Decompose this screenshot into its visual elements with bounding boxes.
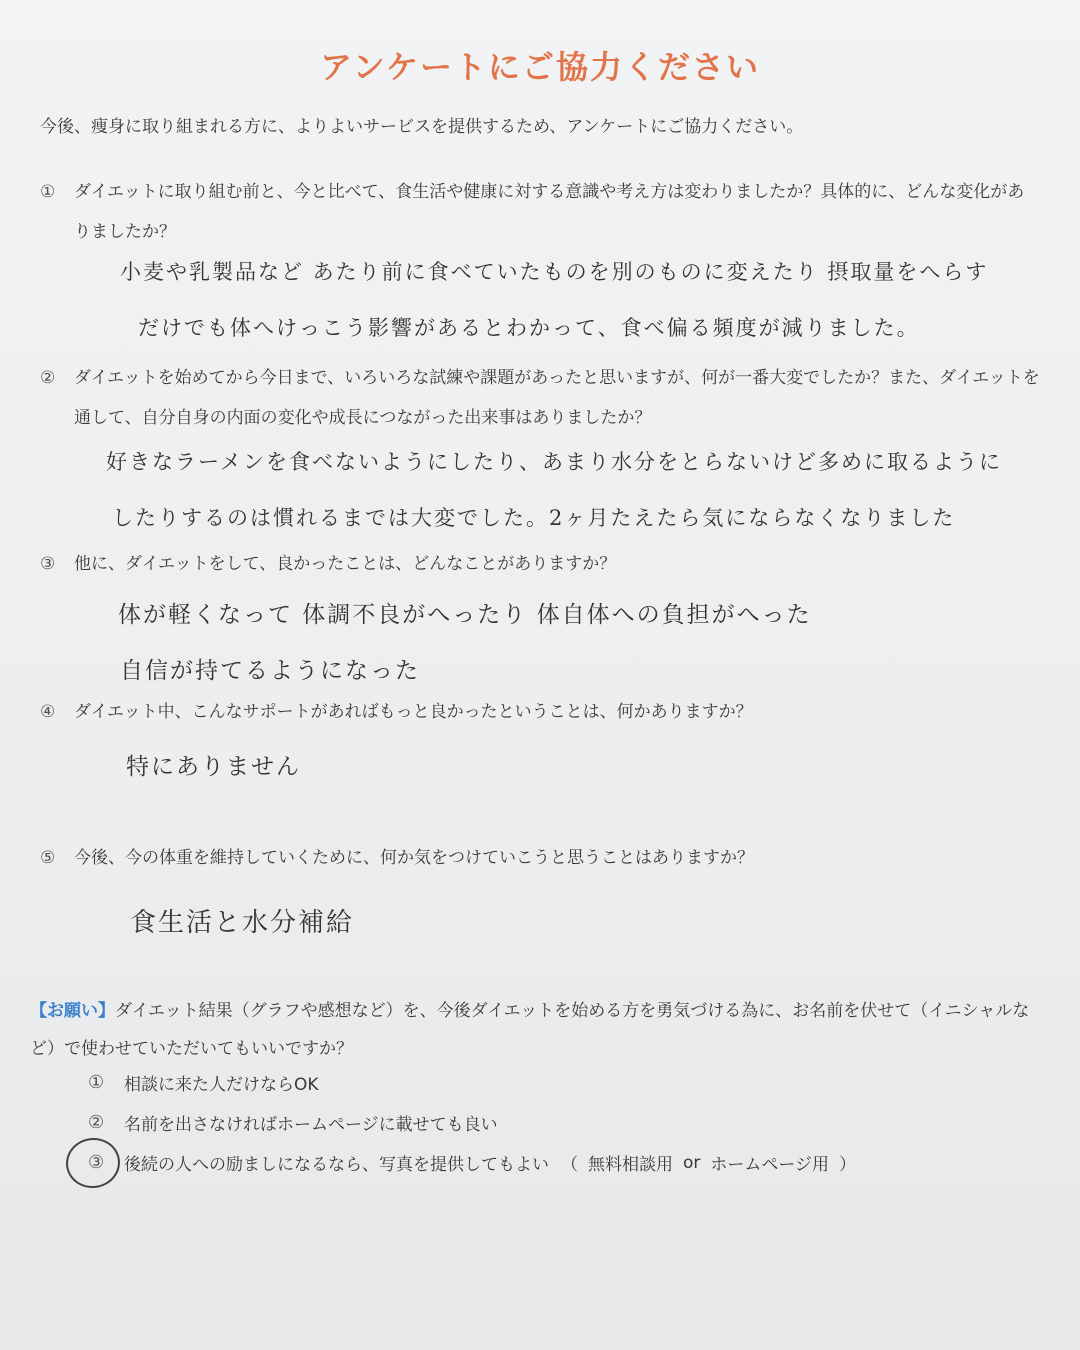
- question-text: 他に、ダイエットをして、良かったことは、どんなことがありますか？: [74, 554, 617, 574]
- option-number: ②: [88, 1112, 105, 1133]
- answer-line: 自信が持てるようになった: [120, 658, 420, 684]
- question-number: ⑤: [40, 848, 56, 868]
- option-number: ①: [88, 1072, 105, 1093]
- question-4: [40, 692, 1040, 732]
- request-block: [30, 992, 1030, 1068]
- choice-homepage[interactable]: ホームページ用: [710, 1155, 830, 1175]
- question-number: ①: [40, 182, 56, 202]
- paren-open: （: [561, 1155, 578, 1175]
- request-text: ダイエット結果（グラフや感想など）を、今後ダイエットを始める方を勇気づける為に、お名前を伏せて（イニシャルなど）で使わせていただいてもいいですか？: [30, 1001, 1030, 1059]
- answer-line: 食生活と水分補給: [130, 908, 355, 938]
- question-2: [40, 358, 1040, 438]
- answer-line: 小麦や乳製品など あたり前に食べていたものを別のものに変えたり 摂取量をへらす: [120, 260, 989, 284]
- question-5: [40, 838, 1040, 878]
- question-text: ダイエットを始めてから今日まで、いろいろな試練や課題があったと思いますが、何が一番大変でしたか？また、ダイエットを通して、自分自身の内面の変化や成長につながった出来事はありましたか？: [74, 368, 1040, 428]
- answer-line: だけでも体へけっこう影響があるとわかって、食べ偏る頻度が減りました。: [138, 316, 920, 340]
- consent-option-3[interactable]: [88, 1150, 856, 1175]
- option-number: ③: [88, 1152, 105, 1173]
- question-1: [40, 172, 1040, 252]
- intro-text: 今後、痩身に取り組まれる方に、よりよいサービスを提供するため、アンケートにご協力ください。: [40, 117, 804, 137]
- request-tag: 【お願い】: [30, 1001, 115, 1021]
- answer-line: したりするのは慣れるまでは大変でした。2ヶ月たえたら気にならなくなりました: [112, 506, 956, 530]
- question-text: ダイエット中、こんなサポートがあればもっと良かったということは、何かありますか？: [74, 702, 753, 722]
- page-title: アンケートにご協力ください: [319, 48, 761, 86]
- choice-free-consultation[interactable]: 無料相談用: [588, 1155, 673, 1175]
- consent-option-1[interactable]: [88, 1070, 319, 1095]
- choice-or: or: [683, 1152, 701, 1173]
- question-number: ③: [40, 554, 56, 574]
- question-3: [40, 544, 1040, 584]
- option-text: 後続の人への励ましになるなら、写真を提供してもよい: [124, 1155, 549, 1175]
- option-text: 相談に来た人だけならOK: [124, 1075, 319, 1095]
- option-text: 名前を出さなければホームページに載せても良い: [124, 1115, 498, 1135]
- question-text: ダイエットに取り組む前と、今と比べて、食生活や健康に対する意識や考え方は変わりましたか？具体的に、どんな変化がありましたか？: [74, 182, 1025, 242]
- question-text: 今後、今の体重を維持していくために、何か気をつけていこうと思うことはありますか？: [74, 848, 754, 868]
- paren-close: ）: [839, 1155, 857, 1175]
- answer-line: 特にありません: [126, 754, 301, 780]
- consent-option-2[interactable]: [88, 1110, 498, 1135]
- question-number: ②: [40, 368, 56, 388]
- question-number: ④: [40, 702, 56, 722]
- answer-line: 体が軽くなって 体調不良がへったり 体自体への負担がへった: [118, 602, 812, 628]
- answer-line: 好きなラーメンを食べないようにしたり、あまり水分をとらないけど多めに取るように: [106, 450, 1002, 474]
